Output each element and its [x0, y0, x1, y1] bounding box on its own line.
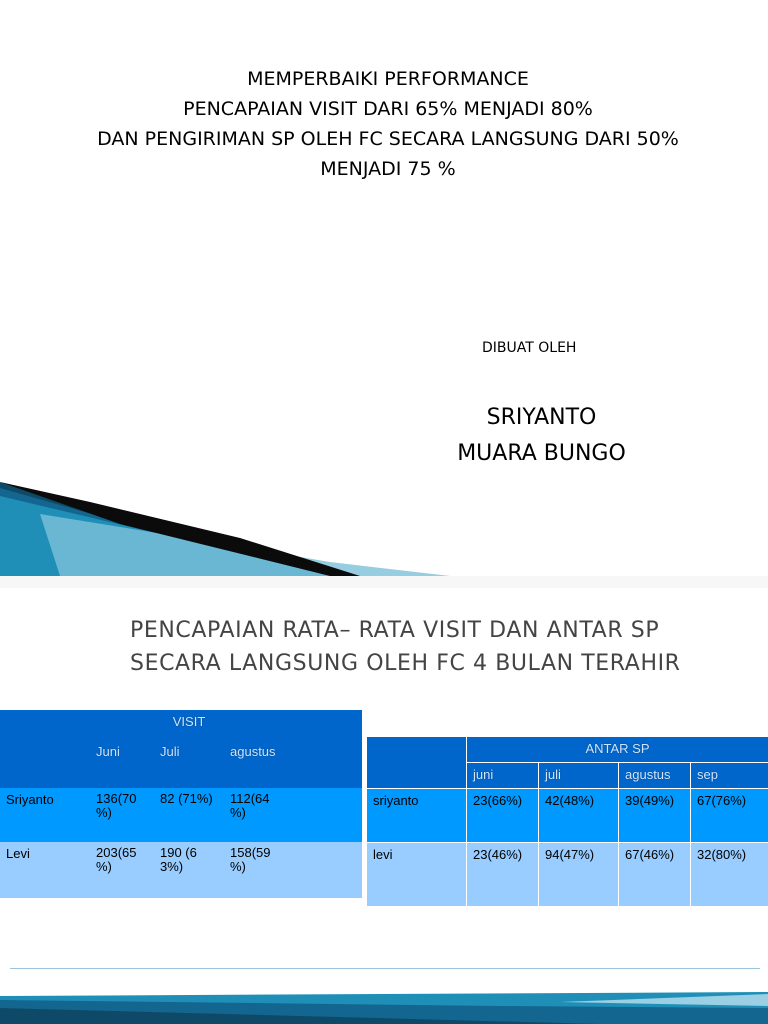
slide-1-title-line-1: MEMPERBAIKI PERFORMANCE — [247, 68, 529, 90]
antar-cell: 23(46%) — [467, 843, 539, 907]
antar-cell: 32(80%) — [691, 843, 768, 907]
author-name: SRIYANTO — [486, 405, 597, 430]
visit-cell: 158(59 %) — [224, 842, 362, 898]
antar-row-name: levi — [367, 843, 467, 907]
slide-2-title-line-2: SECARA LANGSUNG OLEH FC 4 BULAN TERAHIR — [130, 651, 681, 676]
slide-1-title — [0, 64, 768, 184]
antar-cell: 39(49%) — [619, 789, 691, 843]
slide-1-title-line-3: DAN PENGIRIMAN SP OLEH FC SECARA LANGSUNG DARI 50% — [97, 128, 679, 150]
visit-cell: 82 (71%) — [154, 788, 224, 842]
visit-column-header-row — [0, 740, 362, 788]
visit-col-label: agustus — [230, 744, 276, 759]
table-row — [0, 842, 362, 898]
table-row — [0, 788, 362, 842]
antar-col-label: juli — [545, 767, 561, 782]
visit-col-header-agustus — [224, 740, 362, 788]
slide-2-title — [130, 614, 681, 680]
byline-label: DIBUAT OLEH — [482, 340, 577, 356]
antar-col-label: juni — [473, 767, 494, 782]
author-block — [444, 400, 639, 472]
antar-col-header-agustus — [619, 763, 691, 789]
antar-col-header-juli — [539, 763, 619, 789]
divider-line — [10, 968, 760, 969]
visit-name-header-cell — [0, 740, 90, 788]
antar-col-header-juni — [467, 763, 539, 789]
visit-cell: 112(64 %) — [224, 788, 362, 842]
decorative-swoosh-bottom — [0, 986, 768, 1024]
visit-col-header-juni — [90, 740, 154, 788]
antar-group-header-label: ANTAR SP — [585, 741, 650, 756]
visit-row-name: Sriyanto — [0, 788, 90, 842]
antar-group-header — [467, 737, 768, 763]
visit-col-header-juli — [154, 740, 224, 788]
table-row — [367, 843, 768, 907]
slide-1-title-line-2: PENCAPAIAN VISIT DARI 65% MENJADI 80% — [183, 98, 593, 120]
visit-group-header-label: VISIT — [172, 714, 206, 729]
visit-row-name: Levi — [0, 842, 90, 898]
antar-group-header-row — [367, 737, 768, 763]
antar-cell: 42(48%) — [539, 789, 619, 843]
visit-table — [0, 710, 362, 898]
visit-col-label: Juni — [96, 744, 120, 759]
slide-2 — [0, 588, 768, 1024]
visit-cell: 203(65 %) — [90, 842, 154, 898]
slide-gap — [0, 576, 768, 588]
antar-cell: 67(46%) — [619, 843, 691, 907]
visit-group-header — [90, 710, 362, 740]
antar-cell: 23(66%) — [467, 789, 539, 843]
visit-cell: 136(70 %) — [90, 788, 154, 842]
antar-col-label: sep — [697, 767, 718, 782]
antar-cell: 67(76%) — [691, 789, 768, 843]
decorative-swoosh — [0, 482, 768, 576]
author-location: MUARA BUNGO — [457, 441, 626, 466]
antar-row-name: sriyanto — [367, 789, 467, 843]
antar-corner-cell — [367, 737, 467, 789]
visit-corner-cell — [0, 710, 90, 740]
antar-col-label: agustus — [625, 767, 671, 782]
antar-col-header-sep — [691, 763, 768, 789]
antar-cell: 94(47%) — [539, 843, 619, 907]
slide-2-title-line-1: PENCAPAIAN RATA– RATA VISIT DAN ANTAR SP — [130, 618, 660, 643]
visit-cell: 190 (63%) — [154, 842, 224, 898]
visit-group-header-row — [0, 710, 362, 740]
table-row — [367, 789, 768, 843]
slide-1-title-line-4: MENJADI 75 % — [320, 158, 456, 180]
visit-col-label: Juli — [160, 744, 180, 759]
antar-sp-table — [366, 736, 768, 907]
